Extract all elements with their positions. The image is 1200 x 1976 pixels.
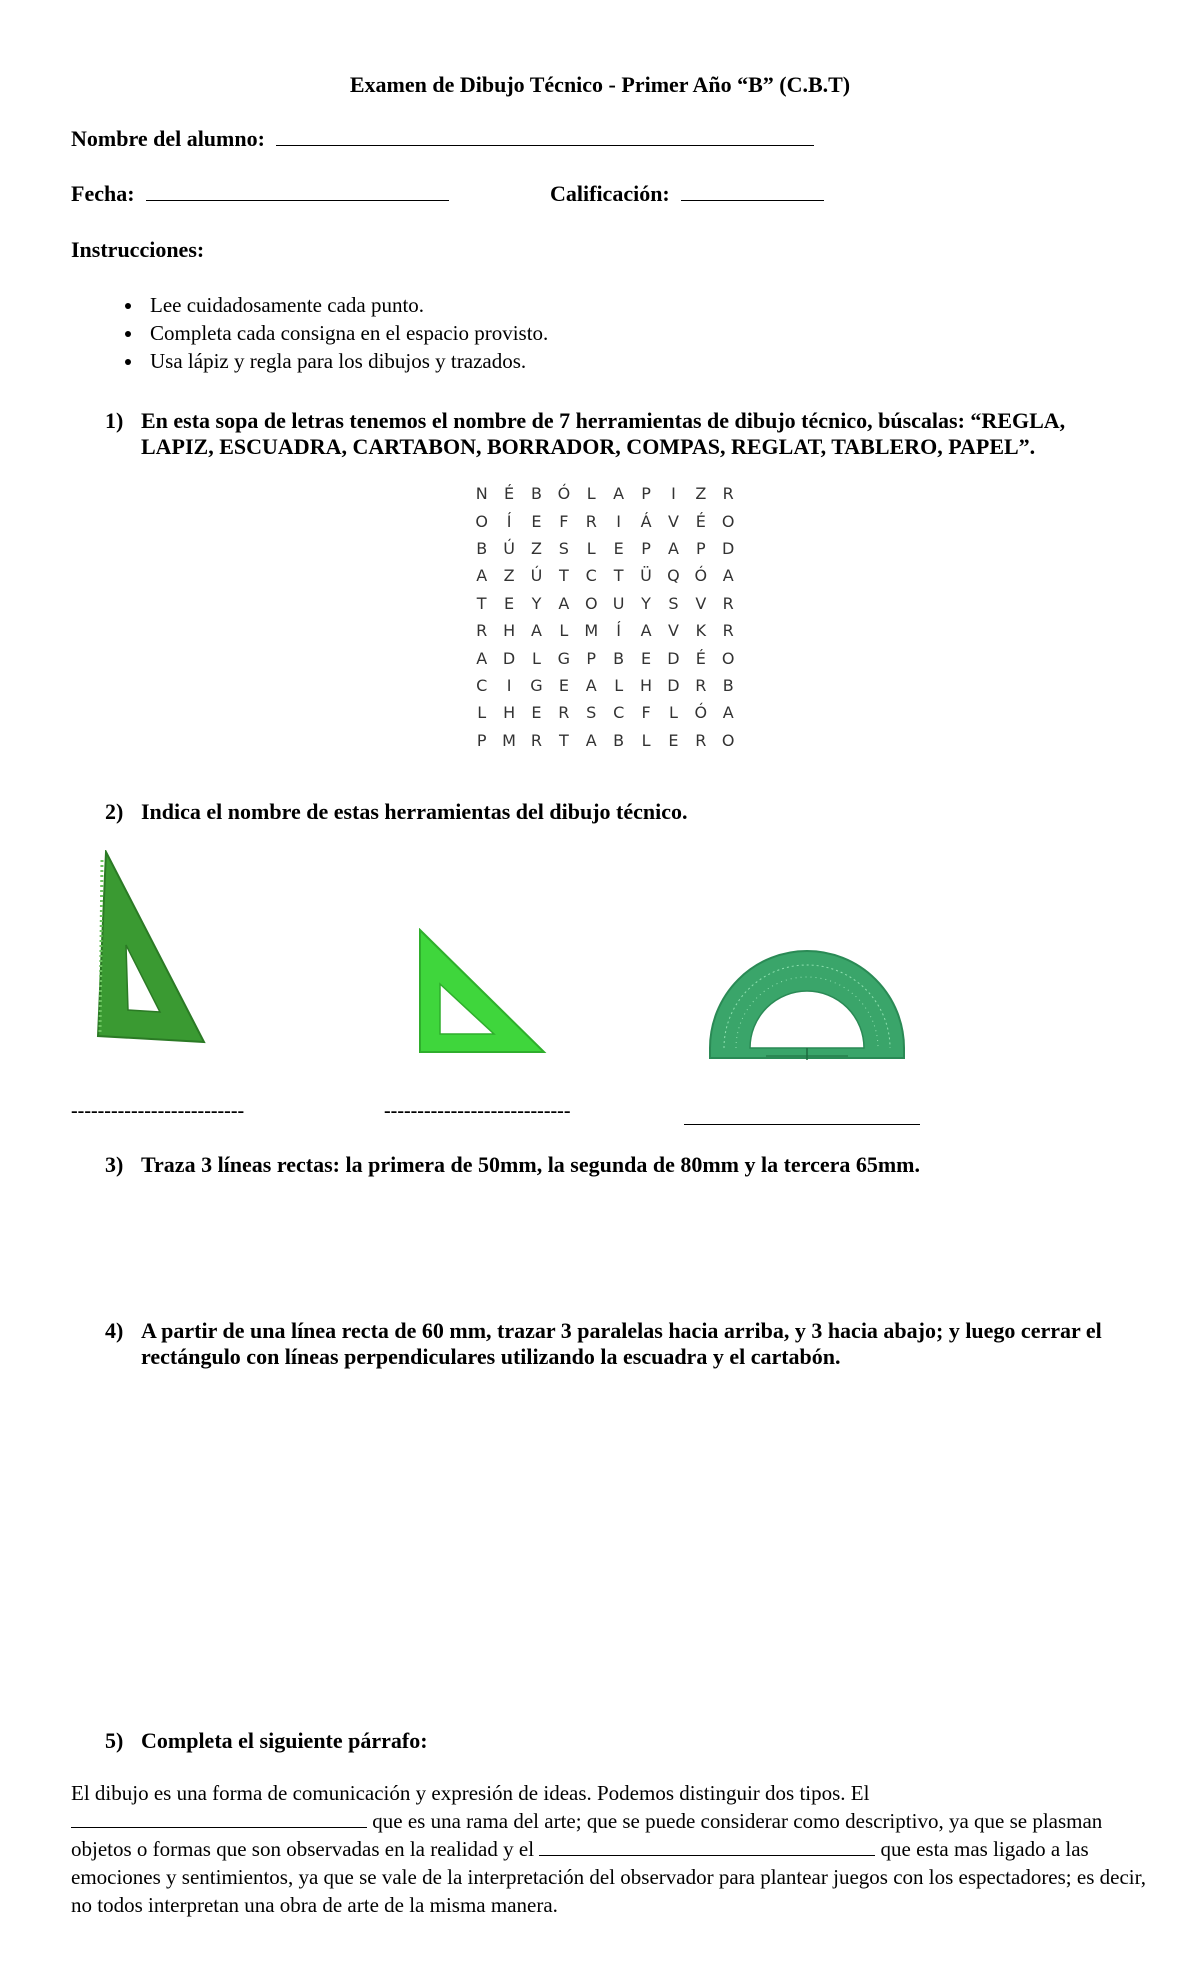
paragraph-text-3: que esta mas ligado a las emociones y sentimientos, ya que se vale de la interpretación del observador para plantear juegos con los espectadores; es decir, no todos interpretan una obra de arte de la misma manera.: [71, 1837, 1147, 1917]
grade-blank[interactable]: [681, 182, 824, 201]
question-text: A partir de una línea recta de 60 mm, trazar 3 paralelas hacia arriba, y 3 hacia abajo; y luego cerrar el rectángulo con líneas perpendiculares utilizando la escuadra y el cartabón.: [141, 1318, 1102, 1369]
word-search-letter[interactable]: D: [667, 675, 680, 695]
word-search-letter[interactable]: E: [640, 648, 652, 668]
word-search-letter[interactable]: R: [722, 593, 734, 613]
word-search-letter[interactable]: I: [506, 675, 512, 695]
word-search-letter[interactable]: T: [613, 566, 624, 586]
word-search-letter[interactable]: S: [558, 538, 569, 558]
word-search-letter[interactable]: A: [531, 621, 542, 641]
word-search-letter[interactable]: B: [722, 675, 734, 695]
word-search-letter[interactable]: E: [668, 730, 679, 750]
grade-label: Calificación:: [550, 181, 670, 206]
question-text: Traza 3 líneas rectas: la primera de 50mm, la segunda de 80mm y la tercera 65mm.: [141, 1152, 921, 1177]
word-search-letter[interactable]: A: [585, 675, 597, 695]
word-search-letter[interactable]: F: [559, 511, 569, 531]
instruction-item: • Lee cuidadosamente cada punto.: [144, 291, 548, 319]
question-text: Completa el siguiente párrafo:: [141, 1728, 428, 1753]
word-search-letter[interactable]: R: [722, 621, 734, 641]
word-search-letter[interactable]: É: [695, 648, 706, 668]
word-search-grid[interactable]: [468, 480, 742, 754]
question-number: 4): [105, 1318, 124, 1343]
grade-field: [550, 181, 824, 207]
word-search-letter[interactable]: P: [586, 648, 597, 668]
date-blank[interactable]: [146, 182, 449, 201]
word-search-letter[interactable]: Ú: [530, 566, 543, 586]
word-search-letter[interactable]: N: [475, 484, 488, 504]
date-label: Fecha:: [71, 181, 135, 206]
set-square-45-icon: [418, 928, 548, 1058]
word-search-letter[interactable]: Ó: [557, 484, 571, 504]
student-name-blank[interactable]: [276, 127, 814, 146]
paragraph-blank-1[interactable]: [71, 1809, 367, 1828]
answer-blank-3[interactable]: [684, 1124, 920, 1125]
word-search-letter[interactable]: Y: [531, 593, 542, 613]
word-search-letter[interactable]: Ú: [503, 538, 515, 558]
word-search-letter[interactable]: C: [613, 703, 625, 723]
word-search-letter[interactable]: D: [502, 648, 516, 668]
word-search-letter[interactable]: B: [530, 484, 542, 504]
word-search-letter[interactable]: S: [586, 703, 597, 723]
word-search-letter[interactable]: F: [641, 703, 651, 723]
word-search-letter[interactable]: H: [503, 621, 516, 641]
word-search-letter[interactable]: K: [695, 621, 707, 641]
word-search-letter[interactable]: Ü: [640, 566, 652, 586]
question-1: [105, 408, 1135, 460]
paragraph-blank-2[interactable]: [539, 1837, 875, 1856]
word-search-letter[interactable]: M: [584, 621, 599, 641]
word-search-letter[interactable]: B: [613, 730, 625, 750]
word-search-letter[interactable]: A: [585, 730, 597, 750]
word-search-letter[interactable]: A: [640, 621, 652, 641]
answer-dashes-1[interactable]: --------------------------: [71, 1100, 245, 1122]
word-search-letter[interactable]: I: [671, 484, 676, 504]
word-search-letter[interactable]: E: [531, 703, 542, 723]
word-search-letter[interactable]: Í: [506, 511, 512, 531]
question-number: 2): [105, 799, 124, 824]
word-search-letter[interactable]: H: [640, 675, 653, 695]
word-search-letter[interactable]: A: [558, 593, 570, 613]
word-search-letter[interactable]: R: [558, 703, 570, 723]
word-search-letter[interactable]: L: [477, 703, 487, 723]
question-number: 1): [105, 408, 124, 433]
word-search-letter[interactable]: P: [641, 538, 651, 558]
word-search-letter[interactable]: E: [613, 538, 624, 558]
word-search-letter[interactable]: Ó: [694, 703, 708, 723]
word-search-letter[interactable]: P: [695, 538, 706, 558]
word-search-letter[interactable]: L: [586, 484, 596, 504]
word-search-letter[interactable]: O: [584, 593, 598, 613]
word-search-letter[interactable]: U: [612, 593, 625, 613]
word-search-letter[interactable]: R: [695, 730, 707, 750]
word-search-letter[interactable]: A: [476, 648, 488, 668]
word-search-letter[interactable]: T: [476, 593, 487, 613]
word-search-letter[interactable]: L: [614, 675, 624, 695]
question-3: [105, 1152, 1135, 1178]
question-text: En esta sopa de letras tenemos el nombre de 7 herramientas de dibujo técnico, búscalas: “REGLA, LAPIZ, ESCUADRA, CARTABON, BORRADOR, COMPAS, REGLAT, TABLERO, PAPEL”.: [141, 408, 1066, 459]
word-search-letter[interactable]: V: [695, 593, 707, 613]
word-search-letter[interactable]: É: [695, 511, 706, 531]
word-search-letter[interactable]: R: [695, 675, 707, 695]
protractor-icon: [706, 944, 908, 1064]
word-search-letter[interactable]: D: [667, 648, 680, 668]
word-search-letter[interactable]: Ó: [694, 566, 708, 586]
word-search-letter[interactable]: H: [503, 703, 516, 723]
instruction-item: • Usa lápiz y regla para los dibujos y trazados.: [144, 347, 548, 375]
word-search-letter[interactable]: D: [722, 538, 735, 558]
word-search-letter[interactable]: L: [641, 730, 651, 750]
paragraph-text-2: que es una rama del arte; que se puede considerar como descriptivo, ya que se plasman objetos o formas que son observadas en la realidad y el: [71, 1809, 1103, 1861]
student-name-label: Nombre del alumno:: [71, 126, 265, 151]
word-search-letter[interactable]: Á: [640, 511, 652, 531]
word-search-letter[interactable]: C: [585, 566, 597, 586]
word-search-letter[interactable]: E: [558, 675, 569, 695]
word-search-letter[interactable]: Z: [530, 538, 542, 558]
question-number: 3): [105, 1152, 124, 1177]
word-search-letter[interactable]: É: [504, 484, 515, 504]
question-4: [105, 1318, 1135, 1370]
question-number: 5): [105, 1728, 124, 1753]
word-search-letter[interactable]: Y: [641, 593, 651, 613]
word-search-letter[interactable]: Í: [616, 621, 621, 641]
question-text: Indica el nombre de estas herramientas del dibujo técnico.: [141, 799, 688, 824]
word-search-letter[interactable]: Z: [695, 484, 707, 504]
word-search-letter[interactable]: L: [586, 538, 596, 558]
word-search-letter[interactable]: O: [721, 511, 735, 531]
word-search-letter[interactable]: T: [558, 566, 569, 586]
word-search-letter[interactable]: E: [504, 593, 515, 613]
student-name-field: [71, 126, 814, 152]
word-search-letter[interactable]: C: [476, 675, 488, 695]
word-search-letter[interactable]: I: [616, 511, 621, 531]
word-search-letter[interactable]: Q: [667, 566, 680, 586]
word-search-letter[interactable]: L: [532, 648, 541, 668]
word-search-letter[interactable]: T: [558, 730, 569, 750]
word-search-letter[interactable]: B: [613, 648, 625, 668]
exam-title: Examen de Dibujo Técnico - Primer Año “B” (C.B.T): [349, 72, 851, 97]
word-search-letter[interactable]: P: [641, 484, 651, 504]
instruction-item: • Completa cada consigna en el espacio provisto.: [144, 319, 548, 347]
word-search-letter[interactable]: G: [557, 648, 571, 668]
word-search-letter[interactable]: A: [613, 484, 625, 504]
word-search-letter[interactable]: O: [721, 648, 735, 668]
question-5: [105, 1728, 1135, 1754]
word-search-letter[interactable]: A: [722, 703, 734, 723]
word-search-letter[interactable]: A: [476, 566, 488, 586]
word-search-letter[interactable]: L: [559, 621, 569, 641]
word-search-letter[interactable]: S: [668, 593, 679, 613]
word-search-letter[interactable]: O: [721, 730, 735, 750]
word-search-letter[interactable]: R: [530, 730, 543, 750]
set-square-60-icon: [92, 850, 210, 1050]
word-search-letter[interactable]: O: [475, 511, 488, 531]
word-search-letter[interactable]: Z: [503, 566, 515, 586]
word-search-letter[interactable]: M: [502, 730, 516, 750]
instructions-list: [108, 291, 548, 375]
word-search-letter[interactable]: R: [476, 621, 488, 641]
word-search-letter[interactable]: E: [531, 511, 542, 531]
fill-in-paragraph: [71, 1779, 1151, 1919]
word-search-letter[interactable]: P: [476, 730, 487, 750]
word-search-letter[interactable]: V: [667, 511, 679, 531]
word-search-letter[interactable]: B: [476, 538, 488, 558]
date-field: [71, 181, 449, 207]
question-2: [105, 799, 1135, 825]
instructions-heading: Instrucciones:: [71, 237, 205, 262]
word-search-letter[interactable]: L: [668, 703, 678, 723]
word-search-letter[interactable]: V: [667, 621, 679, 641]
word-search-letter[interactable]: A: [722, 566, 734, 586]
word-search-letter[interactable]: G: [530, 675, 543, 695]
answer-dashes-2[interactable]: ----------------------------: [384, 1100, 571, 1122]
word-search-letter[interactable]: R: [585, 511, 597, 531]
word-search-letter[interactable]: R: [722, 484, 734, 504]
word-search-letter[interactable]: A: [667, 538, 679, 558]
paragraph-text-1: El dibujo es una forma de comunicación y expresión de ideas. Podemos distinguir dos tipos. El: [71, 1781, 870, 1805]
